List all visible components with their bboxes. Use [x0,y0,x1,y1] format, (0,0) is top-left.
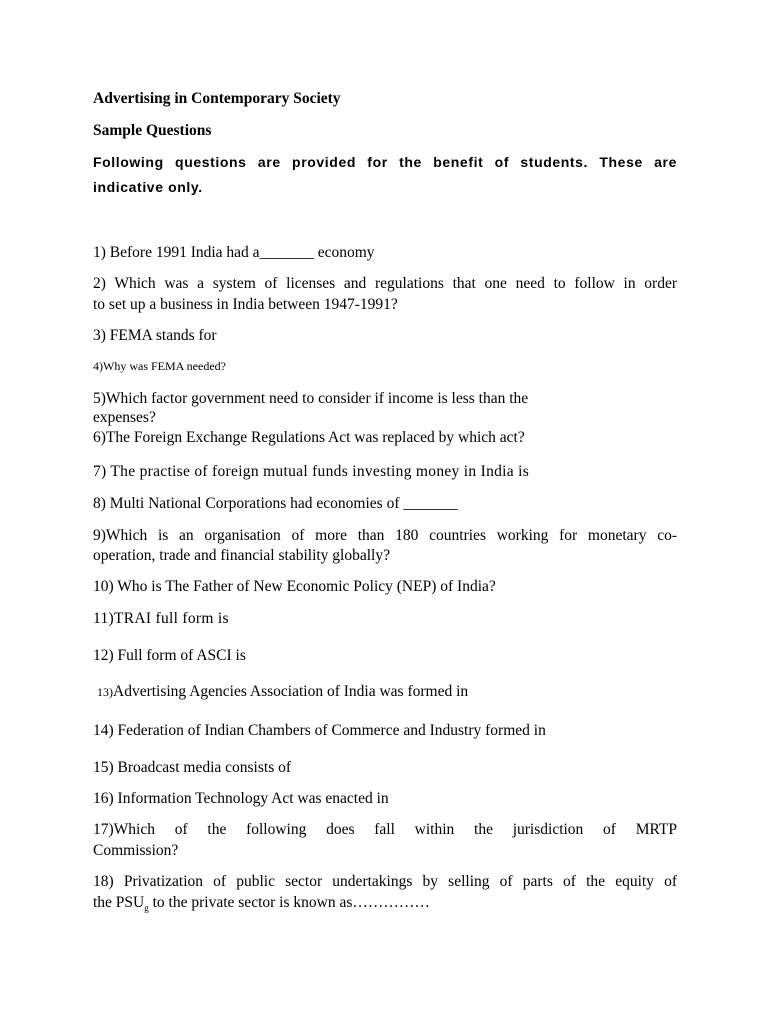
question-2-line-2: to set up a business in India between 1947-1991? [93,296,398,313]
document-subtitle: Sample Questions [93,122,212,139]
question-15: 15) Broadcast media consists of [93,759,292,776]
question-1: 1) Before 1991 India had a_______ economy [93,244,375,261]
question-7: 7) The practise of foreign mutual funds investing money in India is [93,463,530,480]
question-18-subscript: g [144,903,149,914]
question-2-line-1: 2) Which was a system of licenses and regulations that one need to follow in order [93,275,677,292]
intro-line-2: indicative only. [93,179,203,195]
question-6: 6)The Foreign Exchange Regulations Act was replaced by which act? [93,429,525,446]
question-3: 3) FEMA stands for [93,327,217,344]
question-18-line-1: 18) Privatization of public sector undertakings by selling of parts of the equity of [93,873,677,890]
document-title: Advertising in Contemporary Society [93,90,341,107]
question-18-line-2 [93,892,430,919]
question-5-line-2: expenses? [93,409,156,426]
question-13 [97,681,468,703]
question-18-rest: to the private sector is known as…………… [148,894,430,911]
question-4: 4)Why was FEMA needed? [93,359,226,373]
question-14: 14) Federation of Indian Chambers of Commerce and Industry formed in [93,722,546,739]
question-11: 11)TRAI full form is [93,610,229,627]
question-18-psu: the PSU [93,894,145,911]
question-17-line-2: Commission? [93,842,179,859]
question-5-line-1: 5)Which factor government need to consider if income is less than the [93,390,529,407]
question-16: 16) Information Technology Act was enacted in [93,790,389,807]
question-9-line-2: operation, trade and financial stability globally? [93,547,390,564]
intro-line-1: Following questions are provided for the benefit of students. These are [93,154,677,170]
question-8: 8) Multi National Corporations had economies of _______ [93,495,458,512]
question-12: 12) Full form of ASCI is [93,647,246,664]
question-17-line-1: 17)Which of the following does fall within the jurisdiction of MRTP [93,821,677,838]
question-9-line-1: 9)Which is an organisation of more than 180 countries working for monetary co- [93,527,677,544]
question-10: 10) Who is The Father of New Economic Policy (NEP) of India? [93,578,496,595]
question-13-text: Advertising Agencies Association of India was formed in [113,683,469,700]
question-13-number: 13) [97,685,113,699]
